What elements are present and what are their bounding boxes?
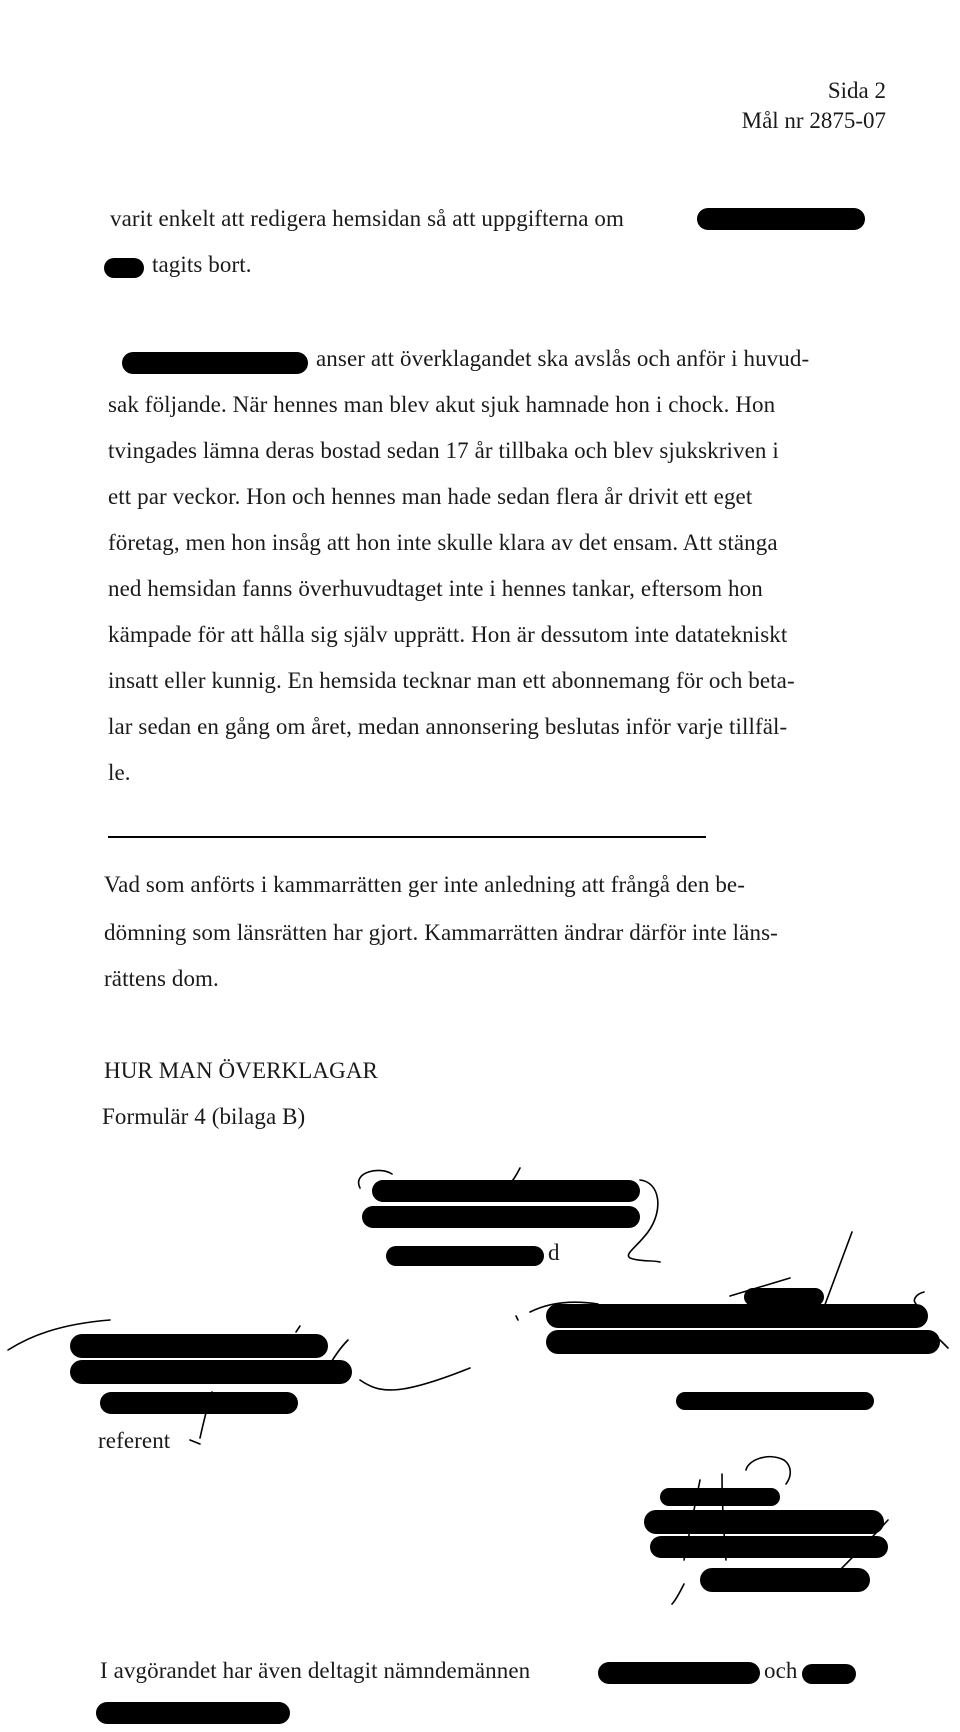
redaction-bar [70,1360,352,1384]
paragraph-3-line: rättens dom. [104,966,219,991]
paragraph-3-line: Vad som anförts i kammarrätten ger inte anledning att frångå den be- [104,872,745,897]
footer-conjunction: och [764,1658,798,1683]
redaction-bar [802,1664,856,1684]
redaction-bar [650,1536,888,1558]
paragraph-2-line: sak följande. När hennes man blev akut sjuk hamnade hon i chock. Hon [108,392,776,417]
page-number: Sida 2 [827,78,886,103]
paragraph-2-line: tvingades lämna deras bostad sedan 17 år tillbaka och blev sjukskriven i [108,438,779,463]
paragraph-2-line: kämpade för att hålla sig själv upprätt. Hon är dessutom inte datatekniskt [108,622,788,647]
footer-text: I avgörandet har även deltagit nämndemännen [100,1658,531,1683]
redaction-bar [546,1330,940,1354]
paragraph-2-line: lar sedan en gång om året, medan annonsering beslutas inför varje tillfäl- [108,714,788,739]
paragraph-1-line-1: varit enkelt att redigera hemsidan så att uppgifterna om [110,206,624,231]
redaction-bar [362,1206,640,1228]
paragraph-3-line: dömning som länsrätten har gjort. Kammarrätten ändrar därför inte läns- [104,920,778,945]
referent-label: referent [98,1428,171,1453]
redaction-bar [372,1180,640,1202]
paragraph-1-line-2: tagits bort. [152,252,252,277]
redaction-bar [546,1304,928,1328]
paragraph-2-line: företag, men hon insåg att hon inte skulle klara av det ensam. Att stänga [108,530,778,555]
redaction-bar [96,1702,290,1724]
paragraph-2-line: le. [108,760,131,785]
signature-fragment: d [548,1240,560,1265]
redaction-bar [676,1392,874,1410]
paragraph-2-line: ett par veckor. Hon och hennes man hade sedan flera år drivit ett eget [108,484,753,509]
case-number: Mål nr 2875-07 [741,108,886,133]
redaction-bar [100,1392,298,1414]
appeal-form-reference: Formulär 4 (bilaga B) [102,1104,306,1129]
appeal-heading: HUR MAN ÖVERKLAGAR [104,1058,378,1083]
redaction-bar [700,1568,870,1592]
paragraph-2-line: anser att överklagandet ska avslås och anför i huvud- [316,346,810,371]
redaction-bar [660,1488,780,1506]
redaction-bar [644,1510,884,1534]
redaction-bar [598,1662,760,1684]
redaction-bar [386,1246,544,1266]
paragraph-2-line: insatt eller kunnig. En hemsida tecknar man ett abonnemang för och beta- [108,668,795,693]
redaction-bar [70,1334,328,1358]
paragraph-2-line: ned hemsidan fanns överhuvudtaget inte i hennes tankar, eftersom hon [108,576,763,601]
